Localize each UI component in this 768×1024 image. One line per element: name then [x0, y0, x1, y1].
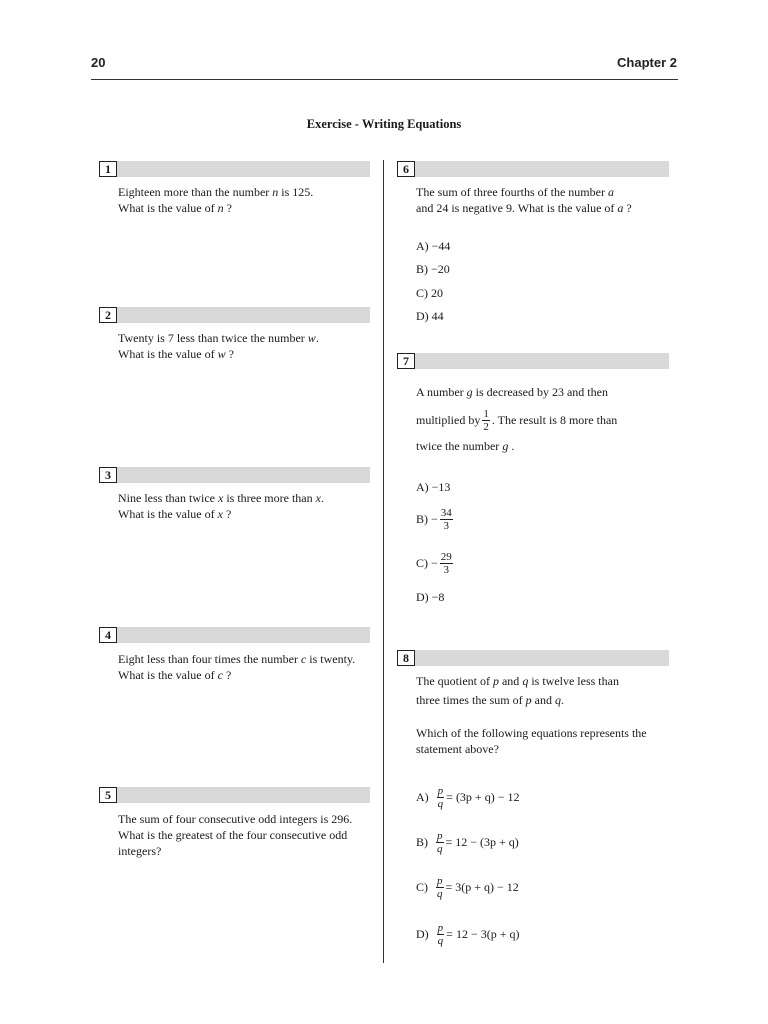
question-2-number: 2	[99, 307, 117, 323]
question-6-bar	[397, 161, 669, 177]
question-5-bar	[99, 787, 370, 803]
question-1-text: Eighteen more than the number n is 125. What is the value of n ?	[118, 185, 314, 215]
header-rule	[91, 79, 678, 80]
question-2-bar	[99, 307, 370, 323]
question-5-text: The sum of four consecutive odd integers is 296. What is the greatest of the four consecutive odd integers?	[118, 812, 353, 858]
question-8-option-c[interactable]: C) $\frac{p}{q}$ = 3(p + q) − 12	[416, 874, 519, 900]
question-6-option-b[interactable]: B) −20	[416, 262, 450, 276]
question-7-line-2: multiplied by $\frac{1}{2}$ . The result is 8 more than	[416, 407, 618, 433]
question-8-text: The quotient of p and q is twelve less than three times the sum of p and q.	[416, 674, 619, 707]
question-7-number: 7	[397, 353, 415, 369]
question-5-number: 5	[99, 787, 117, 803]
question-6-option-d[interactable]: D) 44	[416, 309, 444, 323]
question-4-text: Eight less than four times the number c is twenty. What is the value of c ?	[118, 652, 356, 682]
page-title: Exercise - Writing Equations	[306, 117, 462, 131]
question-7-option-b[interactable]: B) − $\frac{34}{3}$	[416, 506, 452, 532]
question-8-option-b[interactable]: B) $\frac{p}{q}$ = 12 − (3p + q)	[416, 829, 519, 855]
question-4-bar	[99, 627, 370, 643]
question-8-option-d[interactable]: D) $\frac{p}{q}$ = 12 − 3(p + q)	[416, 921, 520, 947]
question-7-option-d[interactable]: D) −8	[416, 590, 445, 604]
chapter-label: Chapter 2	[617, 55, 677, 70]
question-8-number: 8	[397, 650, 415, 666]
column-divider	[383, 160, 384, 963]
question-6-text: The sum of three fourths of the number a and 24 is negative 9. What is the value of a ?	[416, 185, 632, 215]
question-7-option-a[interactable]: A) −13	[416, 480, 451, 494]
question-3-bar	[99, 467, 370, 483]
question-7-line-1: A number g is decreased by 23 and then	[416, 385, 608, 399]
question-8-option-a[interactable]: A) $\frac{p}{q}$ = (3p + q) − 12	[416, 784, 520, 810]
question-1-number: 1	[99, 161, 117, 177]
page-number: 20	[91, 55, 106, 70]
question-6-option-c[interactable]: C) 20	[416, 286, 443, 300]
question-7-line-3: twice the number g .	[416, 439, 515, 453]
question-8-bar	[397, 650, 669, 666]
question-3-number: 3	[99, 467, 117, 483]
question-2-text: Twenty is 7 less than twice the number w. What is the value of w ?	[118, 331, 319, 361]
question-6-option-a[interactable]: A) −44	[416, 239, 451, 253]
question-1-bar	[99, 161, 370, 177]
fraction-one-half: $\frac{1}{2}$	[483, 407, 489, 433]
question-4-number: 4	[99, 627, 117, 643]
question-3-text: Nine less than twice x is three more than x. What is the value of x ?	[118, 491, 324, 521]
question-8-prompt: Which of the following equations represents the statement above?	[416, 726, 647, 756]
question-7-option-c[interactable]: C) − $\frac{29}{3}$	[416, 550, 452, 576]
question-7-bar	[397, 353, 669, 369]
question-6-number: 6	[397, 161, 415, 177]
